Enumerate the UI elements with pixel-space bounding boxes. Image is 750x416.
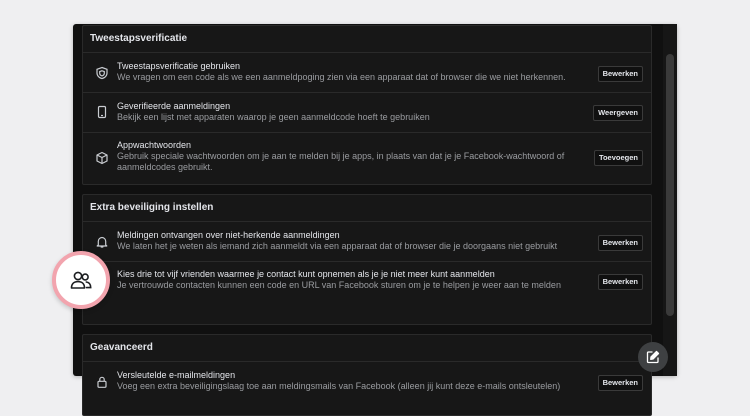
row-title: Tweestapsverificatie gebruiken: [117, 61, 241, 71]
row-title: Appwachtwoorden: [117, 140, 192, 150]
scrollbar-thumb[interactable]: [666, 54, 674, 316]
lock-icon: [95, 375, 109, 389]
edit-login-alerts-button[interactable]: Bewerken: [598, 235, 643, 251]
section-title: Tweestapsverificatie: [83, 26, 651, 53]
section-extra-security: [82, 194, 652, 325]
compose-button[interactable]: [638, 342, 668, 372]
row-use-two-factor: [83, 53, 651, 93]
view-verified-logins-button[interactable]: Weergeven: [593, 105, 643, 121]
row-description: We laten het je weten als iemand zich aanmeldt via een apparaat dat of browser die je doorgaans niet gebruikt: [117, 241, 558, 251]
settings-content: [82, 24, 650, 391]
scrollbar[interactable]: [663, 24, 677, 376]
row-title: Geverifieerde aanmeldingen: [117, 101, 231, 111]
row-description: Gebruik speciale wachtwoorden om je aan te melden bij je apps, in plaats van dat je je Facebook-wachtwoord of aanmeldcodes gebruikt.: [117, 151, 565, 172]
section-advanced: [82, 334, 652, 416]
edit-two-factor-button[interactable]: Bewerken: [598, 66, 643, 82]
settings-window: [73, 24, 677, 391]
cube-icon: [95, 151, 109, 165]
row-description: We vragen om een code als we een aanmeldpoging zien via een apparaat dat of browser die we niet herkennen.: [117, 72, 566, 82]
row-app-passwords: [83, 133, 651, 184]
edit-trusted-contacts-button[interactable]: Bewerken: [598, 274, 643, 290]
row-description: Je vertrouwde contacten kunnen een code en URL van Facebook sturen om je te helpen je weer aan te melden: [117, 280, 561, 290]
phone-icon: [95, 105, 109, 119]
row-verified-logins: [83, 93, 651, 133]
shield-icon: [95, 66, 109, 80]
row-trusted-contacts: [83, 262, 651, 301]
row-unrecognized-login-alerts: [83, 222, 651, 262]
row-description: Bekijk een lijst met apparaten waarop je geen aanmeldcode hoeft te gebruiken: [117, 112, 430, 122]
section-title: Extra beveiliging instellen: [83, 195, 651, 222]
trusted-contacts-highlight: [52, 251, 110, 309]
row-encrypted-email: [83, 362, 651, 402]
row-title: Meldingen ontvangen over niet-herkende aanmeldingen: [117, 230, 340, 240]
section-two-factor: [82, 25, 652, 185]
row-title: Versleutelde e-mailmeldingen: [117, 370, 236, 380]
bell-icon: [95, 235, 109, 249]
add-app-password-button[interactable]: Toevoegen: [594, 150, 643, 166]
row-title: Kies drie tot vijf vrienden waarmee je contact kunt opnemen als je je niet meer kunt aanmelden: [117, 269, 495, 279]
section-title: Geavanceerd: [83, 335, 651, 362]
edit-encrypted-email-button[interactable]: Bewerken: [598, 375, 643, 391]
row-description: Voeg een extra beveiligingslaag toe aan meldingsmails van Facebook (alleen jij kunt deze e-mails ontsleutelen): [117, 381, 561, 391]
